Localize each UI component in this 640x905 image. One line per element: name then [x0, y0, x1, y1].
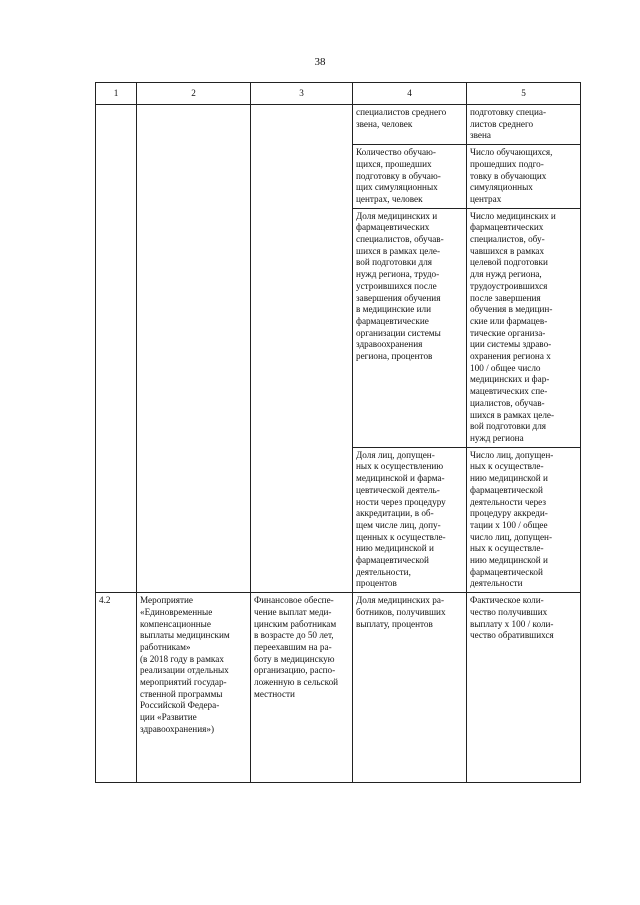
header-col-4: 4 — [353, 83, 467, 105]
formula-cell: подготовку специа- листов среднего звена — [467, 105, 581, 145]
formula-cell: Число медицинских и фармацевтических специалистов, обу- чавшихся в рамках целевой подготовки для нужд региона, трудоустроившихся после завершения обучения в медицин- ские или фармацев- тические организа- ции системы здраво- охранения региона x 100 / общее число медицинских и фар- мацевтических спе- циалистов, обучав- шихся в рамках целе- вой подготовки для нужд региона — [467, 208, 581, 447]
indicator-cell: Количество обучаю- щихся, прошедших подготовку в обучаю- щих симуляционных центрах, человек — [353, 145, 467, 209]
row-number-cell: 4.2 — [96, 593, 137, 783]
indicator-cell: специалистов среднего звена, человек — [353, 105, 467, 145]
formula-cell: Число обучающихся, прошедших подго- товку в обучающих симуляционных центрах — [467, 145, 581, 209]
table-row — [96, 105, 581, 145]
table-row — [96, 593, 581, 783]
indicator-cell: Доля лиц, допущен- ных к осуществлению медицинской и фарма- цевтической деятель- ности через процедуру аккредитации, в об- щем числе лиц, допу- щенных к осуществле- нию медицинской и фармацевтической деятельности, процентов — [353, 447, 467, 592]
header-col-5: 5 — [467, 83, 581, 105]
header-col-2: 2 — [137, 83, 251, 105]
cell-col-1-continued — [96, 105, 137, 593]
formula-cell: Фактическое коли- чество получивших выплату x 100 / коли- чество обратившихся — [467, 593, 581, 783]
formula-cell: Число лиц, допущен- ных к осуществле- нию медицинской и фармацевтической деятельности через процедуру аккреди- тации x 100 / общее число лиц, допущен- ных к осуществле- нию медицинской и фармацевтической деятельности — [467, 447, 581, 592]
indicator-cell: Доля медицинских ра- ботников, получивших выплату, процентов — [353, 593, 467, 783]
description-cell: Финансовое обеспе- чение выплат меди- цинским работникам в возрасте до 50 лет, переехавшим на ра- боту в медицинскую организацию, распо- ложенную в сельской местности — [251, 593, 353, 783]
header-row — [96, 83, 581, 105]
header-col-3: 3 — [251, 83, 353, 105]
measure-cell: Мероприятие «Единовременные компенсационные выплаты медицинским работникам» (в 2018 году в рамках реализации отдельных мероприятий государ- ственной программы Российской Федера- ции «Развитие здравоохранения») — [137, 593, 251, 783]
indicators-table — [95, 82, 581, 783]
page-number: 38 — [314, 56, 326, 68]
cell-col-2-continued — [137, 105, 251, 593]
cell-col-3-continued — [251, 105, 353, 593]
header-col-1: 1 — [96, 83, 137, 105]
indicator-cell: Доля медицинских и фармацевтических специалистов, обучав- шихся в рамках целе- вой подготовки для нужд региона, трудо- устроившихся после завершения обучения в медицинские или фармацевтические организации системы здравоохранения региона, процентов — [353, 208, 467, 447]
